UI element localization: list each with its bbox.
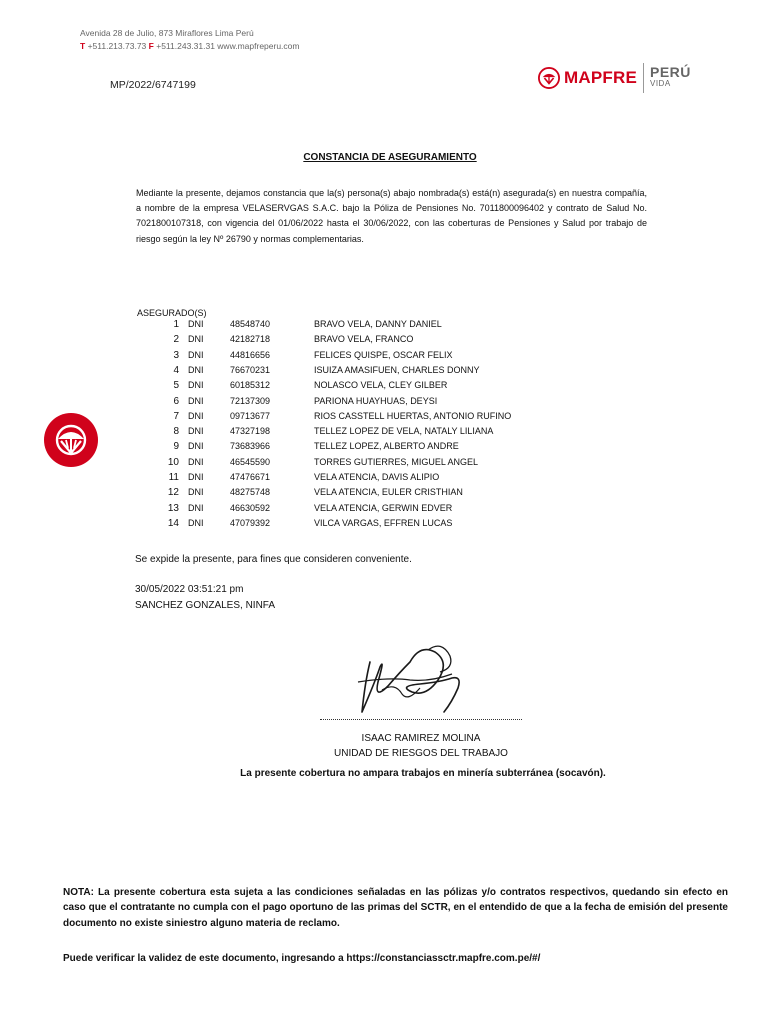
document-type: DNI <box>188 410 204 421</box>
insured-name: FELICES QUISPE, OSCAR FELIX <box>314 349 453 360</box>
insured-row <box>0 441 768 456</box>
document-type: DNI <box>188 456 204 467</box>
document-type: DNI <box>188 380 204 391</box>
document-number: 48275748 <box>230 487 271 498</box>
insured-name: RIOS CASSTELL HUERTAS, ANTONIO RUFINO <box>314 410 512 421</box>
insured-row <box>0 350 768 365</box>
document-number: 47327198 <box>230 426 271 437</box>
phone-number: +511.213.73.73 <box>87 41 147 51</box>
insured-number: 14 <box>167 517 179 529</box>
document-type: DNI <box>188 319 204 329</box>
insured-name: BRAVO VELA, FRANCO <box>314 334 414 345</box>
insured-name: VILCA VARGAS, EFFREN LUCAS <box>314 517 453 528</box>
insured-number: 10 <box>167 456 179 468</box>
document-number: 73683966 <box>230 441 271 452</box>
insured-row <box>0 457 768 472</box>
insured-number: 1 <box>173 319 179 330</box>
document-type: DNI <box>188 395 204 406</box>
logo-country: PERÚ <box>649 64 691 80</box>
company-address: Avenida 28 de Julio, 873 Miraflores Lima Perú <box>80 28 254 38</box>
document-number: 44816656 <box>230 349 271 360</box>
document-number: 42182718 <box>230 334 271 345</box>
insured-number: 4 <box>173 364 179 376</box>
insured-name: NOLASCO VELA, CLEY GILBER <box>314 380 448 391</box>
coverage-exclusion-note: La presente cobertura no ampara trabajos en minería subterránea (socavón). <box>240 768 606 779</box>
insured-row <box>0 472 768 487</box>
insured-number: 2 <box>173 334 179 346</box>
document-type: DNI <box>188 349 204 360</box>
signature-line <box>320 718 522 720</box>
insured-row <box>0 334 768 349</box>
document-type: DNI <box>188 364 204 375</box>
document-type: DNI <box>188 426 204 437</box>
insured-name: VELA ATENCIA, EULER CRISTHIAN <box>314 487 463 498</box>
logo-country-block <box>650 66 691 90</box>
insured-number: 9 <box>173 441 179 453</box>
logo-brand: MAPFRE <box>564 68 637 87</box>
insured-number: 13 <box>167 502 179 514</box>
document-number: 72137309 <box>230 395 271 406</box>
insured-number: 11 <box>168 472 179 483</box>
document-type: DNI <box>188 472 204 482</box>
intro-paragraph: Mediante la presente, dejamos constancia que la(s) persona(s) abajo nombrada(s) está(n) asegurada(s) en nuestra compañía, a nombre de la empresa VELASERVGAS S.A.C. bajo la Póliza de Pensiones No. 7011800096402 y contrato de Salud No. 7021800107318, con vigencia del 01/06/2022 hasta el 30/06/2022, con las coberturas de Pensiones y Salud por trabajo de riesgo según la ley Nº 26790 y normas complementarias. <box>136 188 647 244</box>
issue-datetime: 30/05/2022 03:51:21 pm <box>135 584 244 595</box>
insured-row <box>0 503 768 518</box>
verification-instructions: Puede verificar la validez de este documento, ingresando a https://constanciassctr.mapfre.com.pe/#/ <box>63 953 541 964</box>
fax-and-website: +511.243.31.31 www.mapfreperu.com <box>156 41 300 51</box>
mapfre-stamp-icon <box>44 413 98 467</box>
mapfre-logo-icon <box>538 67 560 89</box>
company-contact <box>80 40 299 53</box>
insured-number: 8 <box>173 426 179 438</box>
insured-name: TORRES GUTIERRES, MIGUEL ANGEL <box>314 456 479 467</box>
document-title: CONSTANCIA DE ASEGURAMIENTO <box>303 152 477 163</box>
insured-number: 6 <box>173 395 179 407</box>
insured-name: BRAVO VELA, DANNY DANIEL <box>314 319 442 329</box>
document-type: DNI <box>188 502 204 513</box>
document-type: DNI <box>188 441 204 452</box>
document-number: 46545590 <box>230 456 271 467</box>
signer-unit: UNIDAD DE RIESGOS DEL TRABAJO <box>334 748 508 759</box>
insured-number: 3 <box>173 349 179 361</box>
document-number: 46630592 <box>230 502 271 513</box>
issued-by: SANCHEZ GONZALES, NINFA <box>135 600 276 611</box>
document-number: 76670231 <box>230 364 271 375</box>
insured-row <box>0 365 768 380</box>
fax-prefix: F <box>148 41 154 51</box>
insured-row <box>0 426 768 441</box>
insured-number: 5 <box>173 380 179 392</box>
insured-name: PARIONA HUAYHUAS, DEYSI <box>314 395 438 406</box>
insured-name: TELLEZ LOPEZ DE VELA, NATALY LILIANA <box>314 426 494 437</box>
insured-number: 12 <box>167 487 179 499</box>
insured-heading: ASEGURADO(S) <box>137 308 207 318</box>
signer-name: ISAAC RAMIREZ MOLINA <box>361 733 481 744</box>
insured-number: 7 <box>173 410 179 422</box>
logo-unit: VIDA <box>649 79 671 88</box>
insured-row <box>0 396 768 411</box>
footer-nota: NOTA: La presente cobertura esta sujeta a las condiciones señaladas en las pólizas y/o contratos respectivos, quedando sin efecto en caso que el contratante no cumpla con el pago oportuno de las primas del SCTR, en el entendido de que a la fecha de emisión del presente documento no existe siniestro alguno materia de reclamo. <box>63 887 728 929</box>
document-number: 47476671 <box>230 472 271 482</box>
document-number: 48548740 <box>230 319 271 329</box>
signer-block <box>320 731 522 761</box>
document-number: 60185312 <box>230 380 271 391</box>
issuance-statement: Se expide la presente, para fines que consideren conveniente. <box>135 554 412 565</box>
document-number: 09713677 <box>230 410 271 421</box>
document-type: DNI <box>188 517 204 528</box>
insured-row <box>0 487 768 502</box>
phone-prefix: T <box>80 41 86 51</box>
company-address-block <box>80 27 299 53</box>
mapfre-logo <box>538 60 691 96</box>
insured-name: VELA ATENCIA, GERWIN EDVER <box>314 502 453 513</box>
insured-name: ISUIZA AMASIFUEN, CHARLES DONNY <box>314 364 480 375</box>
document-type: DNI <box>188 487 204 498</box>
handwritten-signature <box>340 622 480 722</box>
document-number: 47079392 <box>230 517 271 528</box>
insured-row <box>0 319 768 334</box>
insured-name: VELA ATENCIA, DAVIS ALIPIO <box>314 472 440 482</box>
insured-name: TELLEZ LOPEZ, ALBERTO ANDRE <box>314 441 459 452</box>
document-reference: MP/2022/6747199 <box>110 79 196 91</box>
logo-divider <box>643 63 644 93</box>
insured-row <box>0 518 768 533</box>
document-type: DNI <box>188 334 204 345</box>
insured-row <box>0 380 768 395</box>
insured-row <box>0 411 768 426</box>
